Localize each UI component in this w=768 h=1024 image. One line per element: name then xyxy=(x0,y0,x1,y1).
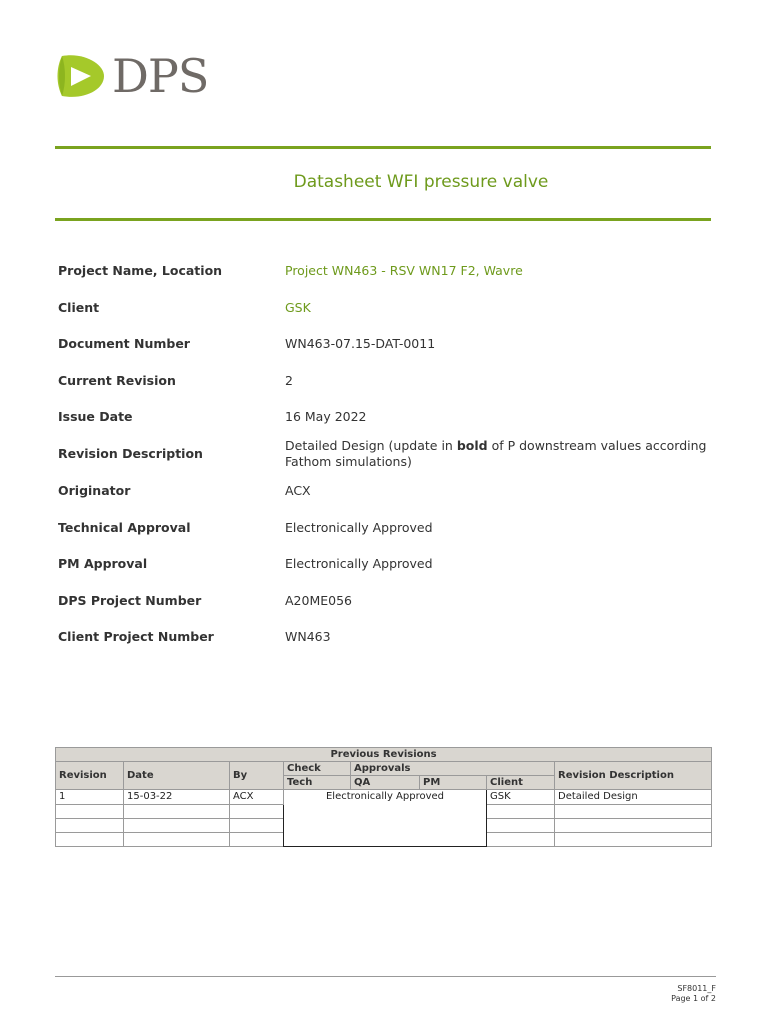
header-tech: Tech xyxy=(284,776,351,790)
cell-client: GSK xyxy=(487,790,555,805)
field-label-issue-date: Issue Date xyxy=(58,409,133,424)
cell-by: ACX xyxy=(230,790,284,805)
field-label-document-number: Document Number xyxy=(58,336,190,351)
header-pm: PM xyxy=(420,776,487,790)
field-value-revision-description xyxy=(285,438,725,470)
field-value-dps-project-number: A20ME056 xyxy=(285,593,352,608)
field-label-project-name: Project Name, Location xyxy=(58,263,223,278)
revision-description-bold: bold xyxy=(456,438,488,453)
field-label-current-revision: Current Revision xyxy=(58,373,176,388)
field-value-technical-approval: Electronically Approved xyxy=(285,520,433,535)
field-label-dps-project-number: DPS Project Number xyxy=(58,593,202,608)
field-value-current-revision: 2 xyxy=(285,373,293,388)
cell-description: Detailed Design xyxy=(555,790,712,805)
cell-date: 15-03-22 xyxy=(124,790,230,805)
previous-revisions-title: Previous Revisions xyxy=(56,748,712,762)
header-date: Date xyxy=(124,762,230,790)
field-value-client-project-number: WN463 xyxy=(285,629,331,644)
table-row xyxy=(56,790,712,805)
header-revision: Revision xyxy=(56,762,124,790)
revision-description-text: Detailed Design (update in xyxy=(285,438,457,453)
dps-logo xyxy=(54,50,208,102)
header-approvals: Approvals xyxy=(351,762,555,776)
header-check: Check xyxy=(284,762,351,776)
field-value-document-number: WN463-07.15-DAT-0011 xyxy=(285,336,436,351)
header-qa: QA xyxy=(351,776,420,790)
previous-revisions-table xyxy=(55,747,712,847)
header-bottom-rule xyxy=(55,218,711,221)
document-title: Datasheet WFI pressure valve xyxy=(293,172,549,192)
cell-revision: 1 xyxy=(56,790,124,805)
field-value-client: GSK xyxy=(285,300,311,315)
field-value-project-name: Project WN463 - RSV WN17 F2, Wavre xyxy=(285,263,523,278)
header-by: By xyxy=(230,762,284,790)
field-label-client-project-number: Client Project Number xyxy=(58,629,214,644)
field-label-technical-approval: Technical Approval xyxy=(58,520,191,535)
dps-leaf-logo-icon xyxy=(54,50,106,102)
field-label-pm-approval: PM Approval xyxy=(58,556,148,571)
field-label-revision-description: Revision Description xyxy=(58,446,203,461)
field-label-client: Client xyxy=(58,300,100,315)
form-code: SF8011_F xyxy=(677,984,716,993)
field-value-originator: ACX xyxy=(285,483,311,498)
footer-rule xyxy=(55,976,716,977)
field-value-pm-approval: Electronically Approved xyxy=(285,556,433,571)
field-value-issue-date: 16 May 2022 xyxy=(285,409,367,424)
logo-text: DPS xyxy=(112,49,209,103)
revision-description-text-end: of P downstream values according Fathom simulations) xyxy=(285,438,707,469)
header-revision-description: Revision Description xyxy=(555,762,712,790)
page-footer xyxy=(671,984,716,1004)
header-client: Client xyxy=(487,776,555,790)
cell-approval: Electronically Approved xyxy=(284,790,487,847)
field-label-originator: Originator xyxy=(58,483,131,498)
page-number: Page 1 of 2 xyxy=(671,994,716,1003)
header-top-rule xyxy=(55,146,711,149)
